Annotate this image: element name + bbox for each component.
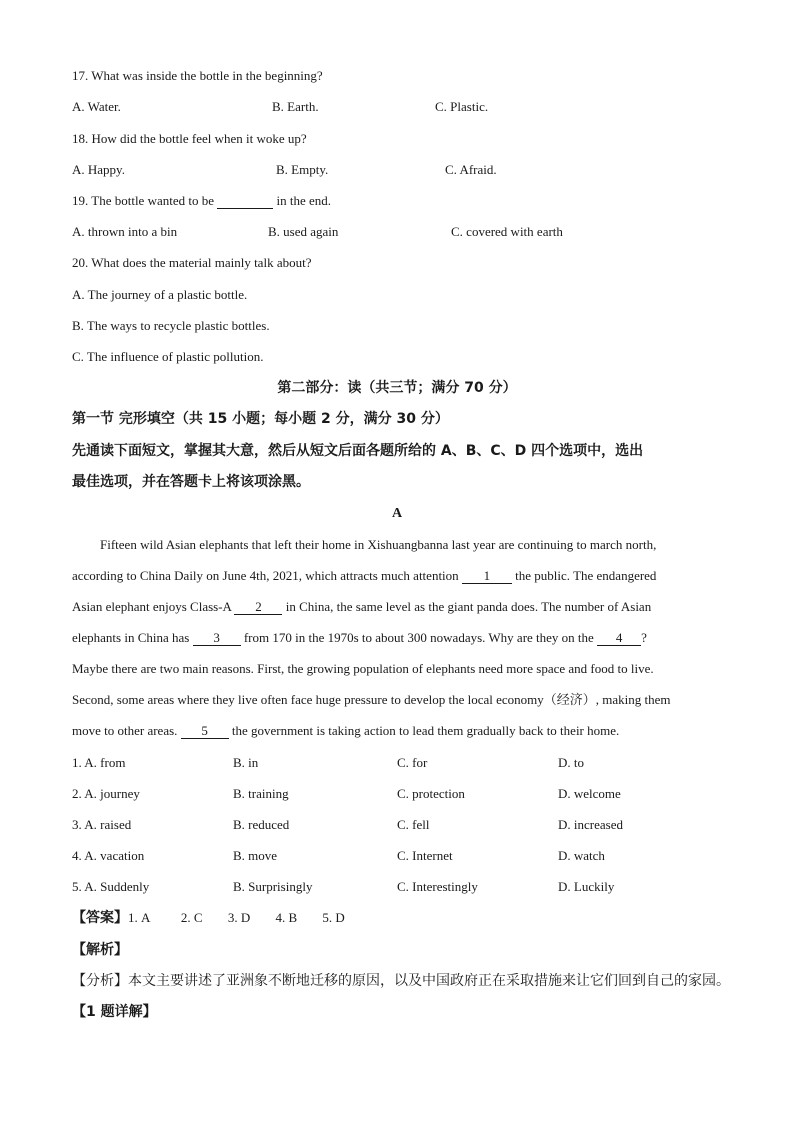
question-17: 17. What was inside the bottle in the beginning? (72, 68, 323, 83)
option-5d: D. Luckily (558, 879, 615, 894)
blank-3: 3 (193, 631, 241, 646)
option-4a: 4. A. vacation (72, 848, 145, 863)
analysis-label: 【解析】 (72, 942, 128, 958)
option-4c: C. Internet (397, 848, 453, 863)
passage-line-6: Second, some areas where they live often face huge pressure to develop the local economy（经济）, making them (72, 692, 671, 707)
section-one-title: 第一节 完形填空（共 15 小题；每小题 2 分，满分 30 分） (72, 411, 449, 427)
passage-text: elephants in China has (72, 630, 190, 645)
option-2c: C. protection (397, 786, 465, 801)
question-19 (72, 193, 331, 209)
passage-line-1: Fifteen wild Asian elephants that left their home in Xishuangbanna last year are continuing to march north, (100, 537, 657, 552)
passage-text: ? (641, 630, 647, 645)
blank-5: 5 (181, 724, 229, 739)
answer-line (72, 910, 345, 926)
passage-line-5: Maybe there are two main reasons. First, the growing population of elephants need more space and food to live. (72, 661, 654, 676)
blank-1: 1 (462, 569, 512, 584)
instruction-line-1: 先通读下面短文，掌握其大意，然后从短文后面各题所给的 A、B、C、D 四个选项中，选出 (72, 443, 644, 459)
answer-4: 4. B (275, 910, 298, 925)
option-1c: C. for (397, 755, 428, 770)
q19-option-c: C. covered with earth (451, 224, 563, 239)
answer-2: 2. C (180, 910, 203, 925)
q19-option-b: B. used again (268, 224, 339, 239)
q18-option-a: A. Happy. (72, 162, 125, 177)
passage-line-7 (72, 723, 722, 739)
q19-text-end: in the end. (276, 193, 332, 208)
option-2a: 2. A. journey (72, 786, 140, 801)
passage-text: in China, the same level as the giant panda does. The number of Asian (285, 599, 652, 614)
passage-text: the public. The endangered (515, 568, 657, 583)
q20-option-b: B. The ways to recycle plastic bottles. (72, 318, 270, 333)
answer-3: 3. D (227, 910, 251, 925)
question-20: 20. What does the material mainly talk about? (72, 255, 312, 270)
option-3c: C. fell (397, 817, 430, 832)
q19-option-a: A. thrown into a bin (72, 224, 178, 239)
passage-line-2 (72, 568, 722, 584)
option-5b: B. Surprisingly (233, 879, 313, 894)
passage-text: according to China Daily on June 4th, 2021, which attracts much attention (72, 568, 459, 583)
analysis-summary-text: 【分析】本文主要讲述了亚洲象不断地迁移的原因，以及中国政府正在采取措施来让它们回到自己的家园。 (72, 973, 730, 989)
option-5a: 5. A. Suddenly (72, 879, 150, 894)
answer-1: 1. A (128, 910, 150, 925)
option-1d: D. to (558, 755, 584, 770)
question-18: 18. How did the bottle feel when it woke up? (72, 131, 307, 146)
q20-option-a: A. The journey of a plastic bottle. (72, 287, 248, 302)
option-3a: 3. A. raised (72, 817, 132, 832)
option-1a: 1. A. from (72, 755, 126, 770)
q19-text-start: 19. The bottle wanted to be (72, 193, 215, 208)
option-2b: B. training (233, 786, 289, 801)
blank-2: 2 (234, 600, 282, 615)
q19-blank (217, 194, 273, 209)
option-2d: D. welcome (558, 786, 621, 801)
option-3b: B. reduced (233, 817, 290, 832)
question-1-detail-label: 【1 题详解】 (72, 1004, 157, 1020)
passage-text: from 170 in the 1970s to about 300 nowadays. Why are they on the (243, 630, 594, 645)
option-4b: B. move (233, 848, 278, 863)
option-5c: C. Interestingly (397, 879, 478, 894)
passage-line-3 (72, 599, 722, 615)
blank-4: 4 (597, 631, 641, 646)
q20-option-c: C. The influence of plastic pollution. (72, 349, 264, 364)
q17-option-a: A. Water. (72, 99, 121, 114)
passage-text: Asian elephant enjoys Class-A (72, 599, 232, 614)
analysis-summary (72, 973, 730, 989)
passage-label: A (391, 506, 403, 521)
instruction-line-2: 最佳选项，并在答题卡上将该项涂黑。 (72, 474, 310, 490)
q17-option-b: B. Earth. (272, 99, 319, 114)
passage-text: move to other areas. (72, 723, 178, 738)
q18-option-b: B. Empty. (276, 162, 329, 177)
part-two-title: 第二部分：读（共三节；满分 70 分） (277, 380, 517, 396)
q17-option-c: C. Plastic. (435, 99, 489, 114)
passage-text: the government is taking action to lead them gradually back to their home. (231, 723, 620, 738)
option-4d: D. watch (558, 848, 605, 863)
answer-5: 5. D (322, 910, 345, 925)
passage-line-4 (72, 630, 722, 646)
q18-option-c: C. Afraid. (445, 162, 497, 177)
option-3d: D. increased (558, 817, 623, 832)
answer-label: 【答案】 (72, 910, 128, 926)
option-1b: B. in (233, 755, 259, 770)
